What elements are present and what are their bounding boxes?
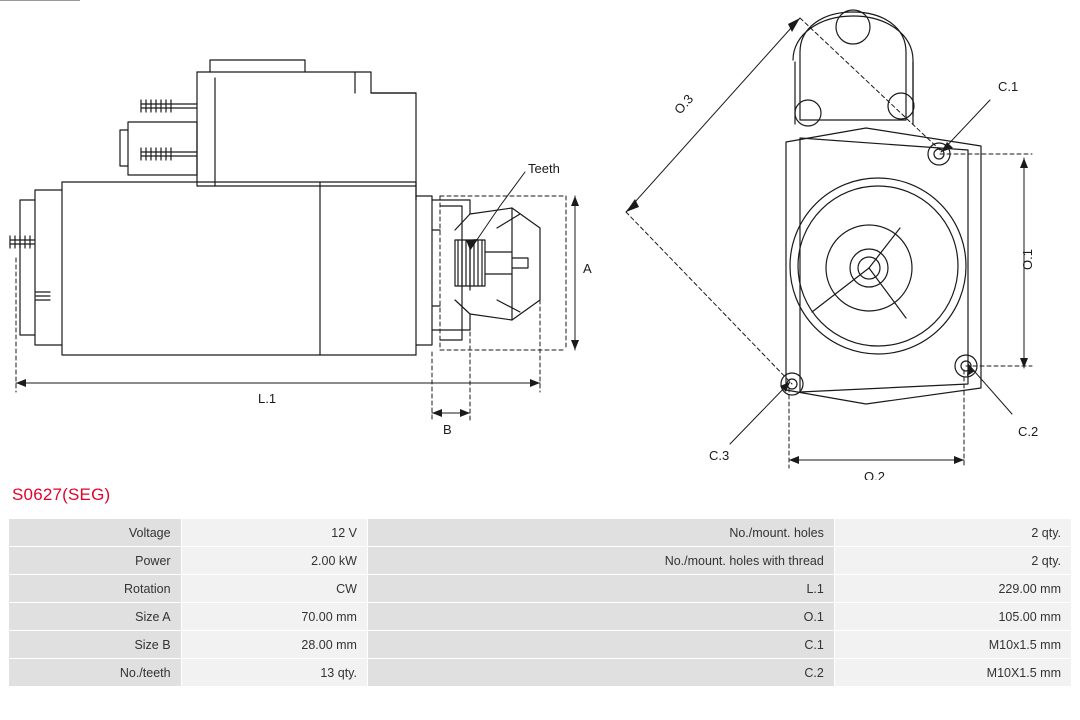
spec-value: M10x1.5 mm (834, 631, 1071, 659)
dimension-b (432, 332, 470, 420)
spec-label: C.1 (367, 631, 834, 659)
table-row (9, 547, 1072, 575)
label-a: A (583, 261, 592, 276)
spec-value: 2.00 kW (181, 547, 367, 575)
spec-value: 2 qty. (834, 519, 1071, 547)
spec-label: Power (9, 547, 182, 575)
dimension-o2 (789, 370, 964, 468)
specifications-table (8, 518, 1072, 687)
label-b: B (443, 422, 452, 437)
label-c1: C.1 (998, 79, 1019, 94)
spec-label: O.1 (367, 603, 834, 631)
specifications-body (9, 519, 1072, 687)
spec-value: 2 qty. (834, 547, 1071, 575)
spec-value: 28.00 mm (181, 631, 367, 659)
spec-value: M10X1.5 mm (834, 659, 1071, 687)
spec-label: Size A (9, 603, 182, 631)
spec-label: Rotation (9, 575, 182, 603)
spec-value: 70.00 mm (181, 603, 367, 631)
spec-label: Size B (9, 631, 182, 659)
spec-label: C.2 (367, 659, 834, 687)
table-row (9, 603, 1072, 631)
spec-label: Voltage (9, 519, 182, 547)
starter-side-view (10, 60, 540, 355)
label-o2: O.2 (864, 469, 885, 480)
spec-label: No./mount. holes (367, 519, 834, 547)
leader-c1 (941, 100, 990, 152)
table-row (9, 575, 1072, 603)
spec-value: 12 V (181, 519, 367, 547)
leader-c3 (730, 382, 790, 444)
spec-value: 105.00 mm (834, 603, 1071, 631)
label-c2: C.2 (1018, 424, 1039, 439)
spec-value: 229.00 mm (834, 575, 1071, 603)
dimension-o3 (626, 18, 940, 384)
table-row (9, 659, 1072, 687)
part-number-title: S0627(SEG) (12, 485, 111, 504)
label-l1: L.1 (258, 391, 277, 406)
label-o1: O.1 (1020, 249, 1035, 270)
dimension-a (440, 196, 579, 350)
spec-value: CW (181, 575, 367, 603)
spec-value: 13 qty. (181, 659, 367, 687)
label-o3: O.3 (671, 91, 697, 118)
label-c3: C.3 (709, 448, 730, 463)
dimension-o1 (940, 154, 1032, 368)
spec-label: No./teeth (9, 659, 182, 687)
table-row (9, 519, 1072, 547)
label-teeth: Teeth (528, 161, 560, 176)
spec-label: No./mount. holes with thread (367, 547, 834, 575)
spec-label: L.1 (367, 575, 834, 603)
starter-front-view (781, 10, 981, 404)
table-row (9, 631, 1072, 659)
